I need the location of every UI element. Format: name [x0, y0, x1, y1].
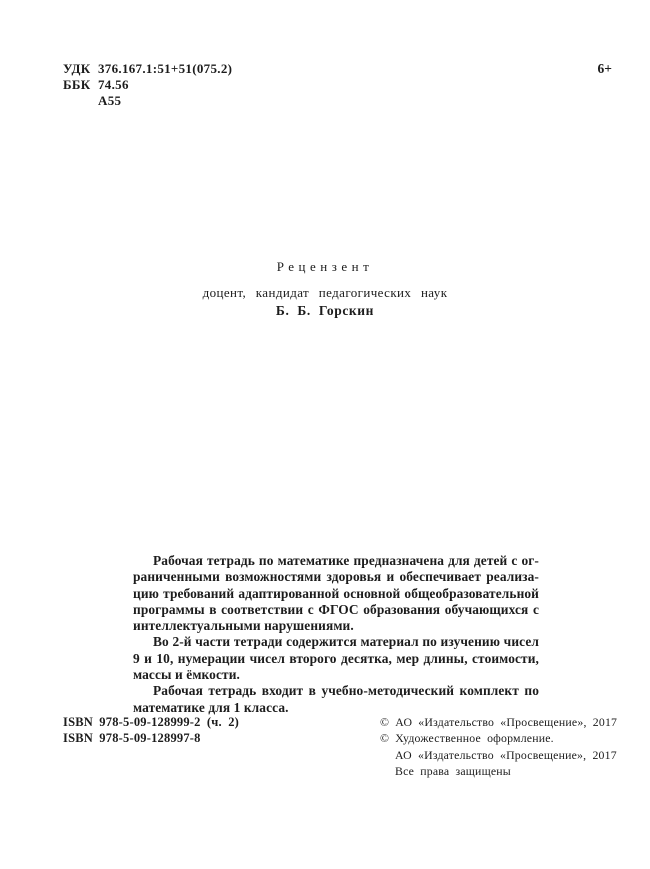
- annotation-line: массы и ёмкости.: [133, 667, 240, 683]
- isbn-line: ISBN 978-5-09-128999-2 (ч. 2): [63, 715, 240, 729]
- annotation-line: Рабочая тетрадь входит в учебно-методический комплект по: [153, 683, 539, 699]
- bibliographic-row: [63, 77, 232, 93]
- reviewer-name: Б. Б. Горскин: [275, 303, 375, 318]
- copyright-line: АО «Издательство «Просвещение», 2017: [395, 747, 617, 762]
- annotation-line: математике для 1 класса.: [133, 699, 289, 715]
- bibliographic-label: [63, 93, 98, 109]
- annotation-line: цию требований адаптированной основной общеобразовательной: [133, 585, 539, 601]
- reviewer-heading: Рецензент: [276, 259, 374, 274]
- reviewer-credentials: доцент, кандидат педагогических наук: [202, 285, 448, 300]
- bibliographic-value: 376.167.1:51+51(075.2): [98, 61, 233, 76]
- bibliographic-label: УДК: [63, 61, 91, 76]
- annotation-line: интеллектуальными нарушениями.: [133, 618, 354, 634]
- annotation-line: Во 2-й части тетради содержится материал по изучению чисел: [153, 634, 539, 650]
- annotation-line: 9 и 10, нумерации чисел второго десятка, мер длины, стоимости,: [133, 650, 539, 666]
- annotation: [133, 553, 539, 716]
- isbn-block: [63, 714, 239, 746]
- copyright-line: © АО «Издательство «Просвещение», 2017: [380, 715, 618, 729]
- annotation-line: Рабочая тетрадь по математике предназначена для детей с ог-: [153, 553, 539, 568]
- bibliographic-row: [63, 93, 232, 109]
- isbn-line: ISBN 978-5-09-128997-8: [63, 731, 201, 745]
- age-rating-badge: 6+: [597, 61, 612, 76]
- copyright-line: © Художественное оформление.: [380, 731, 554, 746]
- bibliographic-value: А55: [98, 93, 122, 108]
- annotation-line: раниченными возможностями здоровья и обеспечивает реализа-: [133, 569, 539, 585]
- bibliographic-row: [63, 61, 232, 77]
- annotation-line: программы в соответствии с ФГОС образования обучающихся с: [133, 601, 539, 617]
- bibliographic-value: 74.56: [98, 77, 129, 92]
- bibliographic-codes: [63, 61, 232, 109]
- bibliographic-label: ББК: [63, 77, 91, 92]
- copyright-line: Все права защищены: [395, 764, 511, 779]
- reviewer-section: [0, 259, 650, 319]
- copyright-block: [380, 714, 617, 780]
